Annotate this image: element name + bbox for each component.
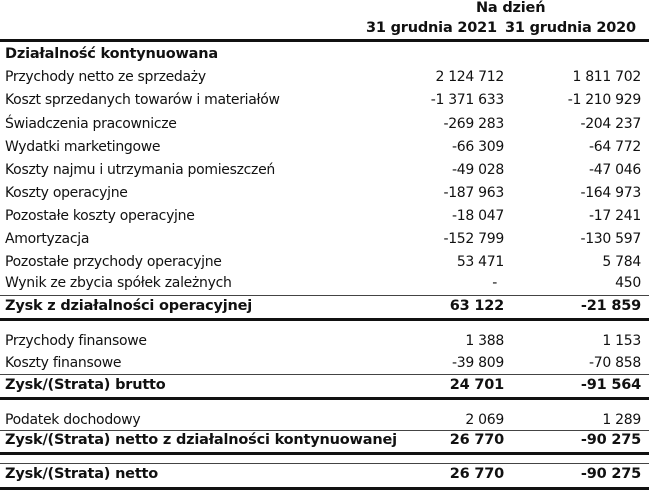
row-label: Świadczenia pracownicze (5, 116, 177, 132)
table-row (0, 229, 649, 251)
row-label: Koszt sprzedanych towarów i materiałów (5, 92, 280, 108)
value-2020: -91 564 (580, 377, 641, 393)
value-2020: 450 (615, 275, 641, 291)
row-label: Pozostałe przychody operacyjne (5, 254, 222, 270)
value-2021: -269 283 (443, 116, 504, 132)
header-title: Na dzień (476, 0, 546, 16)
value-2020: -204 237 (580, 116, 641, 132)
total-row (0, 464, 649, 486)
subtotal-row (0, 430, 649, 452)
row-label: Podatek dochodowy (5, 412, 141, 428)
row-label: Koszty najmu i utrzymania pomieszczeń (5, 162, 275, 178)
divider (0, 452, 649, 455)
value-2021: 53 471 (456, 254, 504, 270)
section-heading (0, 44, 649, 66)
row-label: Wynik ze zbycia spółek zależnych (5, 275, 232, 291)
table-row (0, 331, 649, 353)
table-row (0, 67, 649, 89)
value-2020: -90 275 (580, 466, 641, 482)
value-2021: 26 770 (449, 432, 504, 448)
value-2021: -39 809 (452, 355, 504, 371)
divider (0, 318, 649, 321)
value-2020: 1 289 (602, 412, 641, 428)
value-2020: 5 784 (602, 254, 641, 270)
value-2021: 26 770 (449, 466, 504, 482)
row-label: Zysk/(Strata) brutto (5, 377, 166, 393)
row-label: Przychody netto ze sprzedaży (5, 69, 206, 85)
value-2021: 63 122 (449, 298, 504, 314)
table-row (0, 206, 649, 228)
row-label: Koszty finansowe (5, 355, 122, 371)
divider (0, 487, 649, 490)
value-2020: -1 210 929 (567, 92, 641, 108)
value-2020: -70 858 (589, 355, 641, 371)
value-2020: -47 046 (589, 162, 641, 178)
value-2021: -66 309 (452, 139, 504, 155)
table-row (0, 273, 649, 295)
row-label: Amortyzacja (5, 231, 90, 247)
value-2020: -90 275 (580, 432, 641, 448)
row-label: Przychody finansowe (5, 333, 147, 349)
subtotal-row (0, 296, 649, 318)
value-2021: 1 388 (465, 333, 504, 349)
value-2021: -152 799 (443, 231, 504, 247)
table-row (0, 353, 649, 375)
value-2021: -18 047 (452, 208, 504, 224)
value-2020: 1 153 (602, 333, 641, 349)
value-2020: -17 241 (589, 208, 641, 224)
table-row (0, 252, 649, 274)
table-row (0, 137, 649, 159)
value-2020: -164 973 (580, 185, 641, 201)
table-row (0, 114, 649, 136)
row-label: Wydatki marketingowe (5, 139, 161, 155)
table-row (0, 160, 649, 182)
table-row (0, 90, 649, 112)
value-2021: 2 069 (465, 412, 504, 428)
value-2021: 2 124 712 (435, 69, 504, 85)
row-label: Pozostałe koszty operacyjne (5, 208, 195, 224)
table-row (0, 410, 649, 432)
row-label: Zysk z działalności operacyjnej (5, 298, 253, 314)
header-divider (0, 39, 649, 42)
row-label: Zysk/(Strata) netto (5, 466, 159, 482)
header-col-2020: 31 grudnia 2020 (505, 20, 636, 36)
value-2021: -49 028 (452, 162, 504, 178)
value-2020: -130 597 (580, 231, 641, 247)
row-label: Koszty operacyjne (5, 185, 128, 201)
subtotal-row (0, 375, 649, 397)
value-2021: - (492, 275, 497, 291)
row-label: Zysk/(Strata) netto z działalności kontynuowanej (5, 432, 397, 448)
value-2021: -187 963 (443, 185, 504, 201)
value-2021: 24 701 (449, 377, 504, 393)
value-2020: 1 811 702 (572, 69, 641, 85)
row-label: Działalność kontynuowana (5, 46, 218, 62)
value-2021: -1 371 633 (430, 92, 504, 108)
header-col-2021: 31 grudnia 2021 (366, 20, 497, 36)
value-2020: -64 772 (589, 139, 641, 155)
value-2020: -21 859 (580, 298, 641, 314)
table-row (0, 183, 649, 205)
divider (0, 397, 649, 400)
